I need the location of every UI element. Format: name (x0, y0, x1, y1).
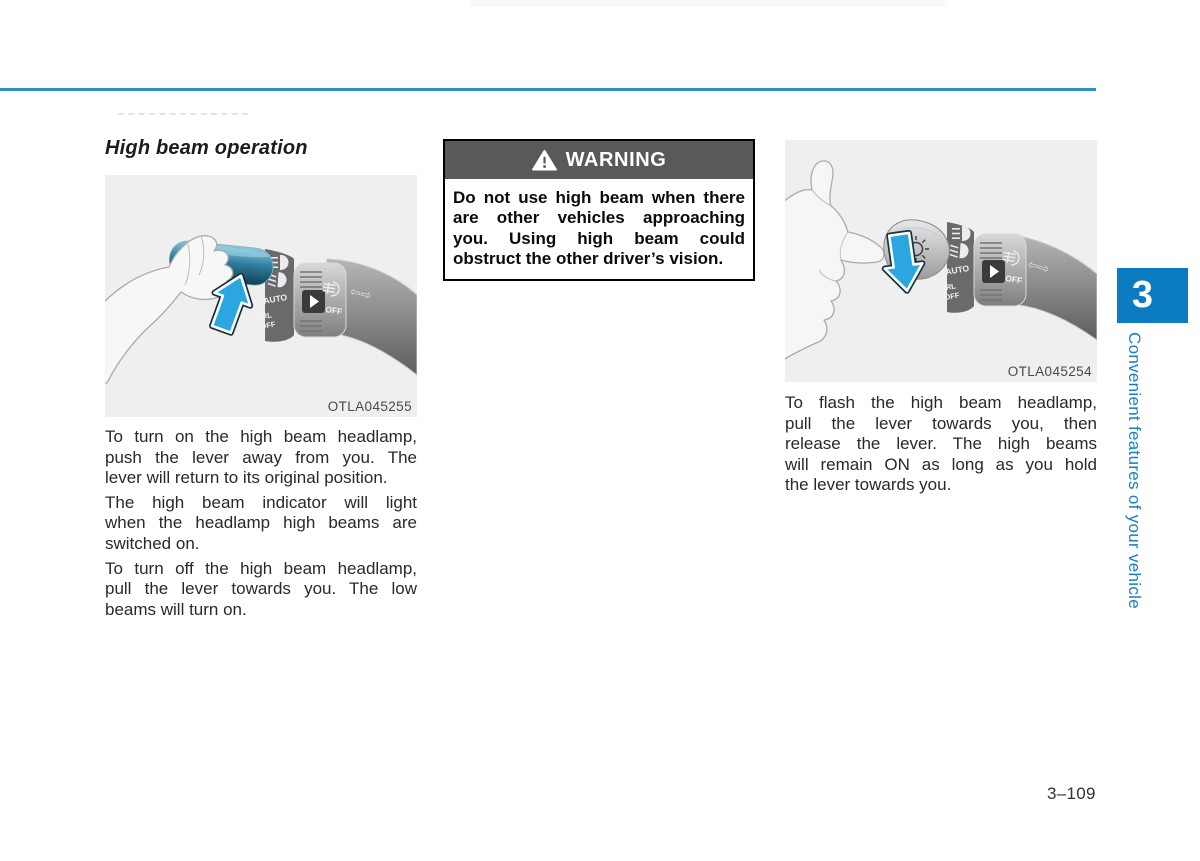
lever-auto-label: AUTO (262, 291, 288, 306)
lever-drl-off-label: OFF (943, 290, 961, 302)
figure-code: OTLA045255 (327, 399, 412, 414)
warning-box (443, 139, 755, 281)
paragraph: The high beam indicator will light when the headlamp high beams are switched on. (105, 492, 417, 553)
page-number: 3–109 (1047, 784, 1096, 803)
ghost-print-dashes (118, 113, 248, 115)
turn-signal-arrows-icon: ⇦⇨ (348, 283, 374, 304)
paragraph: To flash the high beam headlamp, pull the lever towards you, then release the lever. The high beams will remain ON as long as you hold the lever towards you. (785, 393, 1097, 495)
top-edge-artifact (470, 0, 945, 7)
lever-drl-label: DRL (939, 281, 957, 293)
turn-signal-arrows-icon: ⇦⇨ (1026, 256, 1052, 277)
figure-code: OTLA045254 (1007, 364, 1092, 379)
figure-high-beam-flash (785, 140, 1097, 382)
left-text-column (105, 427, 417, 624)
warning-header (445, 141, 753, 179)
figure-high-beam-push (105, 175, 417, 417)
warning-triangle-icon (532, 149, 557, 171)
paragraph: To turn off the high beam headlamp, pull the lever towards you. The low beams will turn on. (105, 558, 417, 619)
lever-drl-label: DRL (255, 310, 273, 322)
chapter-number: 3 (1131, 274, 1154, 316)
high-beam-push-illustration (105, 175, 417, 417)
warning-body: Do not use high beam when there are other vehicles approaching you. Using high beam could obstruct the other driver’s vision. (453, 188, 745, 269)
warning-title: WARNING (565, 148, 667, 171)
high-beam-flash-illustration (785, 140, 1097, 382)
lever-off-label: OFF (324, 304, 344, 317)
lever-off-label: OFF (1004, 273, 1024, 286)
right-text-column (785, 393, 1097, 500)
paragraph: To turn on the high beam headlamp, push the lever away from you. The lever will return to its original position. (105, 427, 417, 488)
chapter-title-vertical: Convenient features of your vehicle (1125, 332, 1144, 609)
chapter-tab (1117, 268, 1188, 323)
page-title: High beam operation (105, 137, 308, 159)
lever-auto-label: AUTO (944, 262, 970, 277)
header-rule (0, 88, 1096, 91)
lever-drl-off-label: OFF (259, 319, 277, 331)
